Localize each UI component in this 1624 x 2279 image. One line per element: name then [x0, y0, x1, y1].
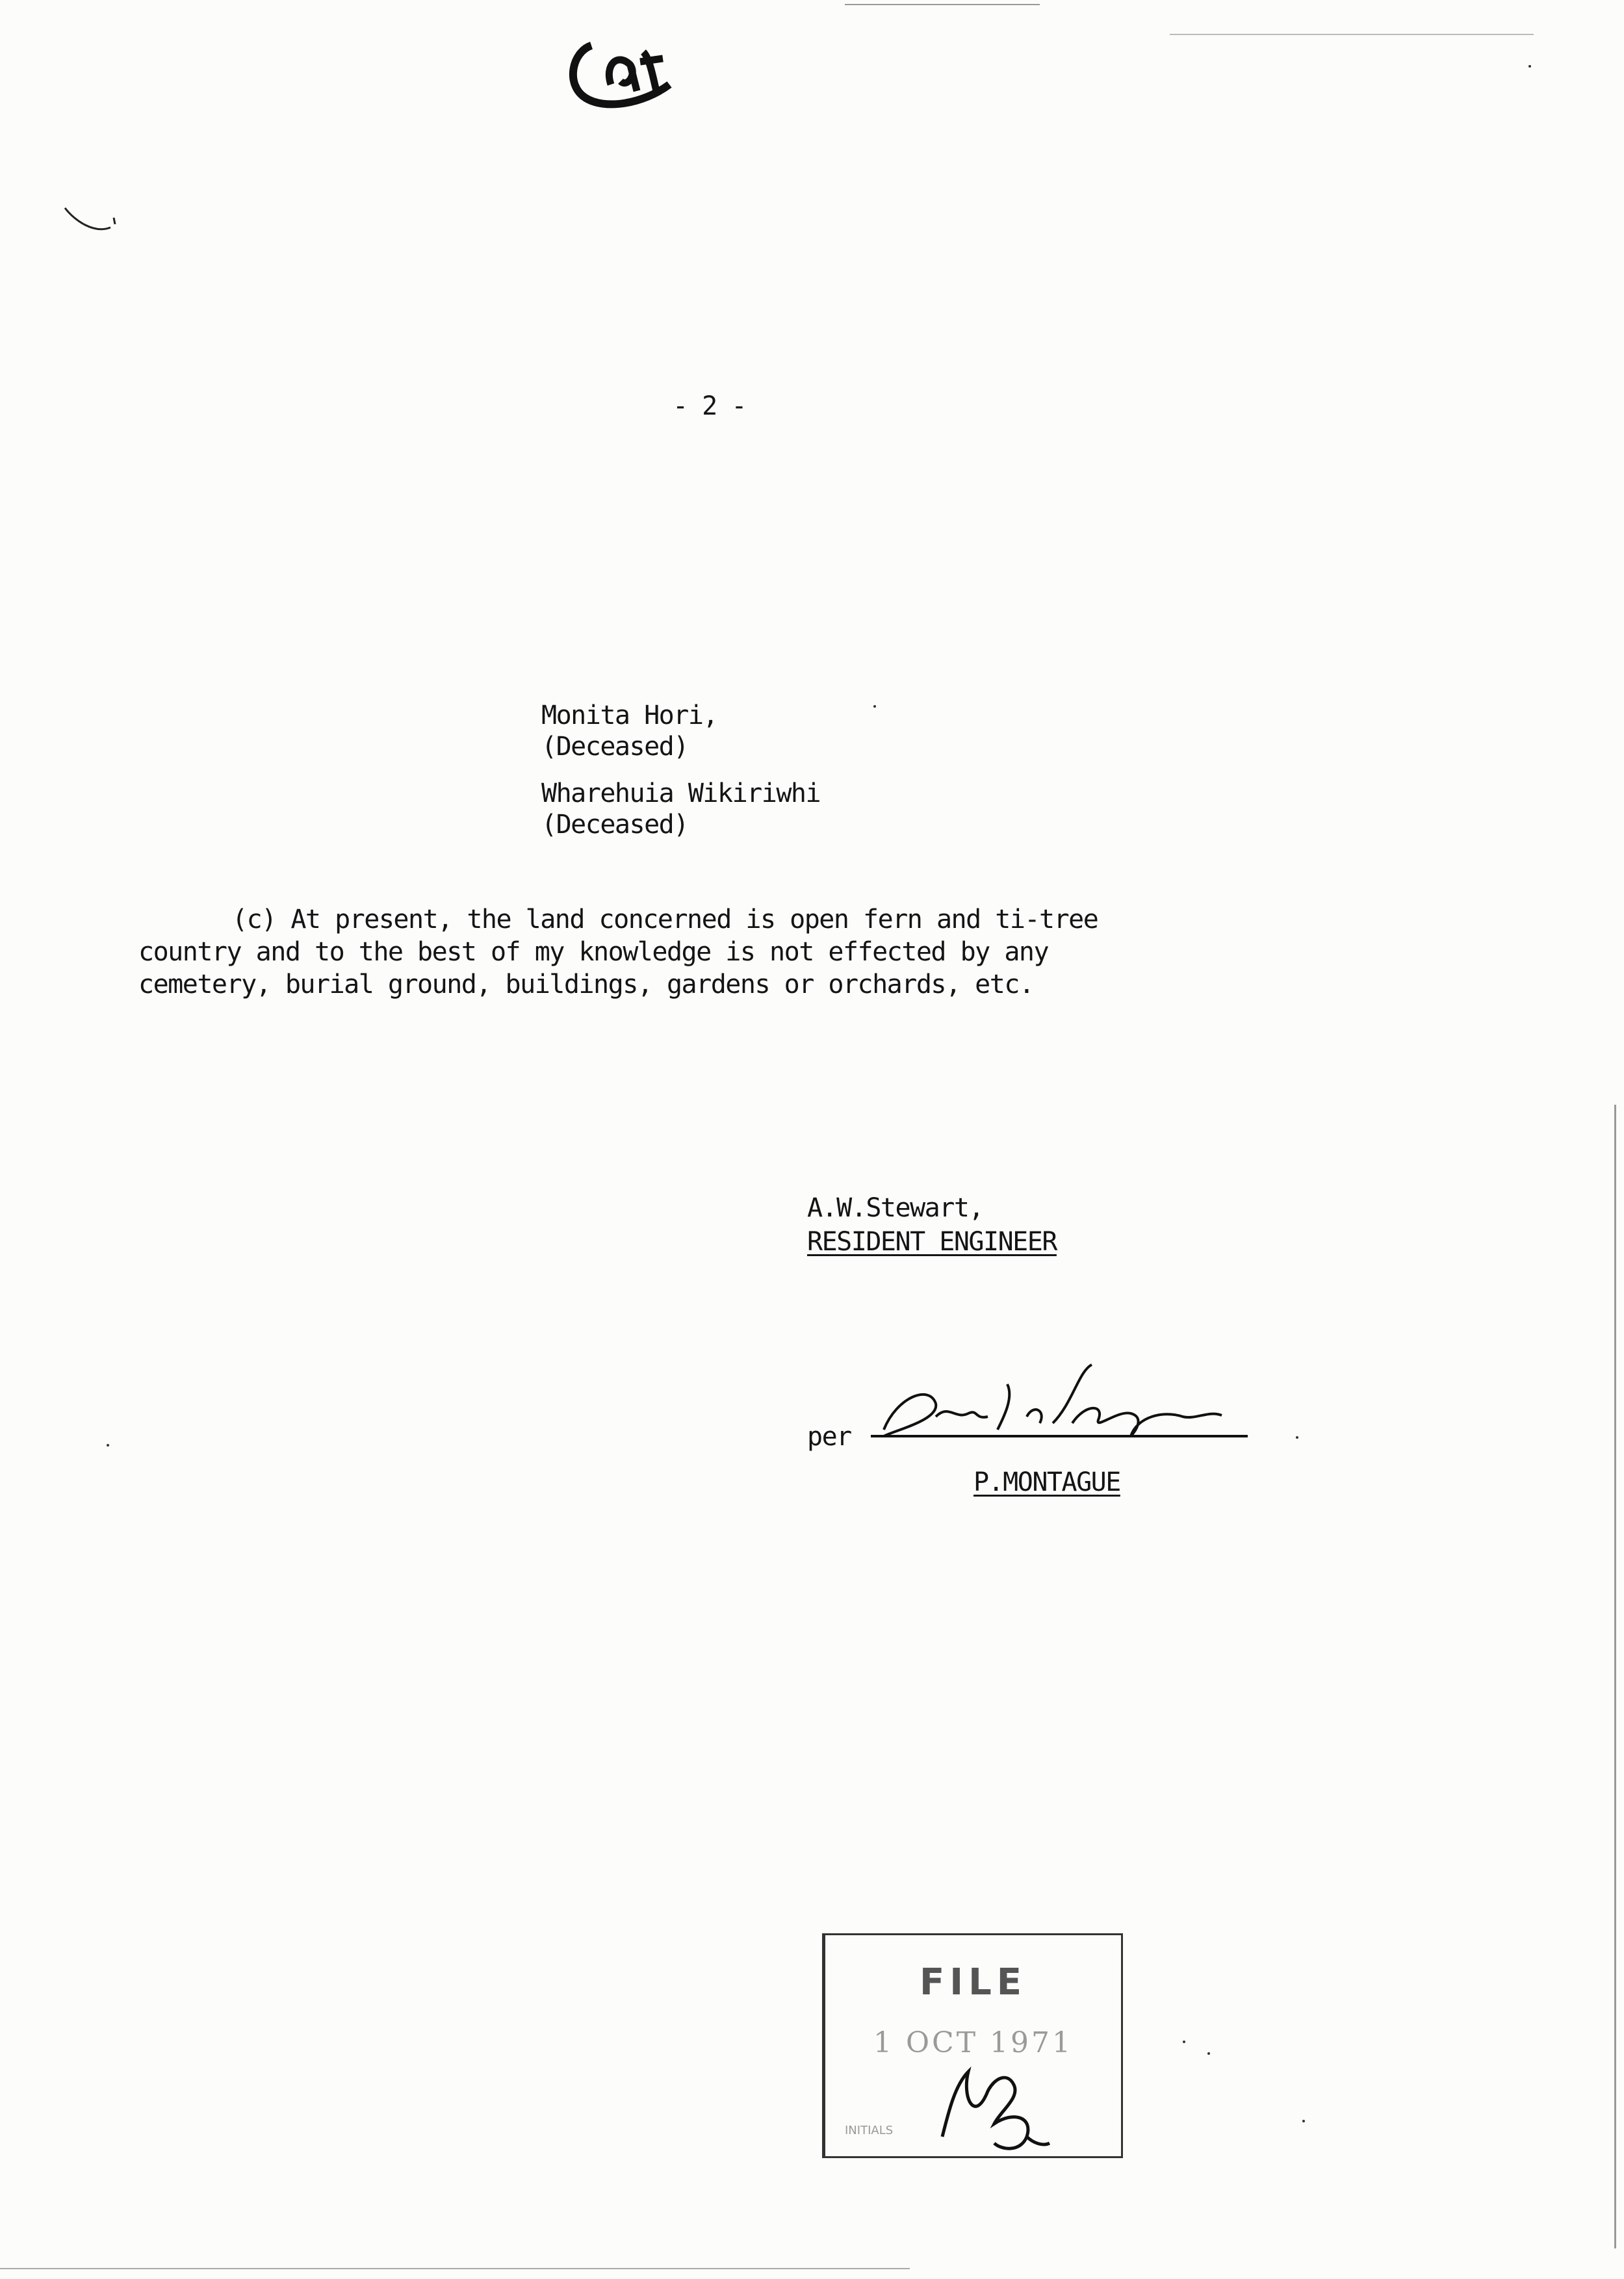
stamp-title: FILE	[919, 1961, 1027, 2003]
speck	[107, 1444, 109, 1447]
speck	[1528, 65, 1531, 68]
stamp-initials	[929, 2046, 1059, 2156]
speck	[1296, 1436, 1298, 1439]
scan-edge-bottom	[0, 2268, 910, 2269]
paragraph-line-2: country and to the best of my knowledge is not effected by any	[138, 937, 1049, 967]
signatory-title: RESIDENT ENGINEER	[807, 1227, 1057, 1257]
name-1: Monita Hori,	[541, 701, 717, 730]
handwritten-folio-mark	[565, 26, 695, 123]
file-stamp	[822, 1933, 1123, 2158]
speck	[873, 705, 876, 708]
signature	[858, 1358, 1261, 1462]
paragraph-line-3: cemetery, burial ground, buildings, gardens or orchards, etc.	[138, 970, 1034, 999]
stamp-small-label: INITIALS	[845, 2124, 894, 2137]
page-number: - 2 -	[673, 391, 746, 421]
pencil-mark	[62, 205, 120, 237]
scan-edge-top	[845, 4, 1040, 5]
name-2: Wharehuia Wikiriwhi	[541, 779, 821, 808]
name-1-status: (Deceased)	[541, 732, 688, 762]
per-label: per	[807, 1422, 851, 1452]
speck	[1183, 2041, 1185, 2043]
name-2-status: (Deceased)	[541, 810, 688, 840]
signed-name: P.MONTAGUE	[973, 1467, 1120, 1497]
paragraph-line-1: (c) At present, the land concerned is open fern and ti-tree	[232, 905, 1098, 934]
speck	[1207, 2052, 1210, 2055]
scan-edge-right	[1614, 1105, 1616, 2248]
speck	[1302, 2120, 1305, 2122]
stamp-date: 1 OCT 1971	[873, 2026, 1074, 2059]
signatory-name: A.W.Stewart,	[807, 1193, 983, 1223]
scan-edge-top-right	[1170, 34, 1534, 35]
